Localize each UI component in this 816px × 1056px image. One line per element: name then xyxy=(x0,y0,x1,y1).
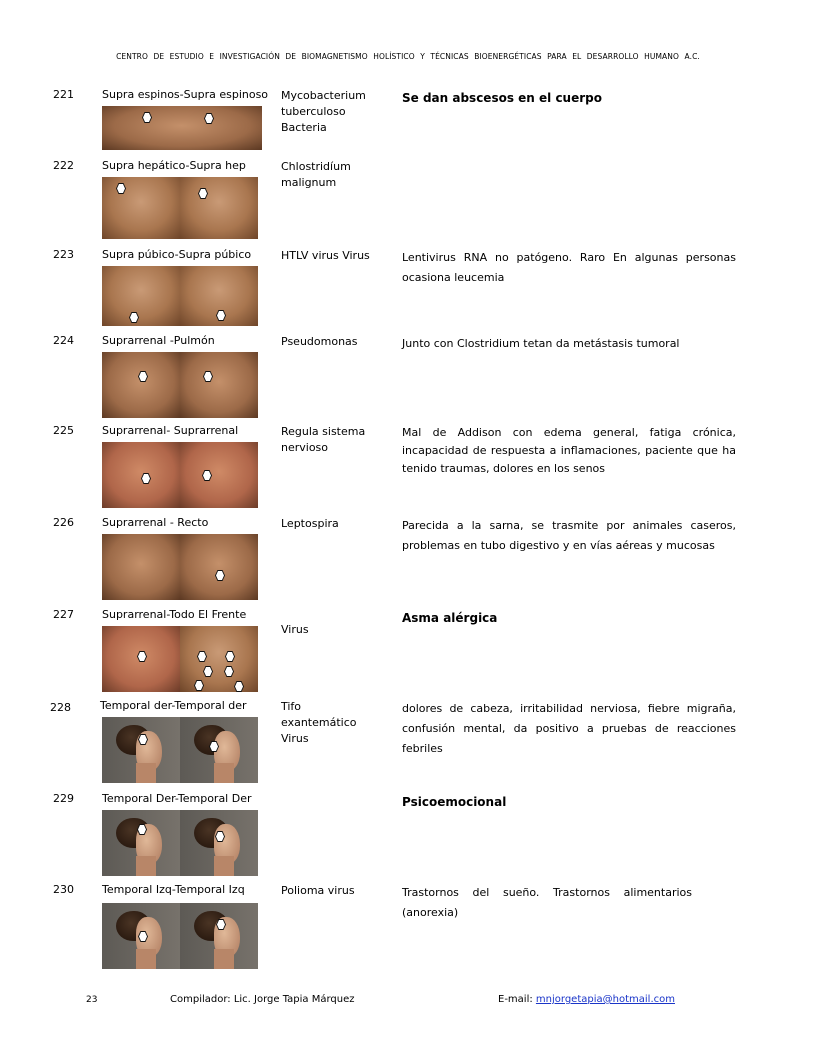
page-number: 23 xyxy=(86,995,98,1005)
pathogen: HTLV virus Virus xyxy=(281,249,370,262)
point-pair: Supra hepático-Supra hep xyxy=(102,159,246,172)
head-image xyxy=(102,717,262,783)
pathogen: Pseudomonas xyxy=(281,335,358,348)
compiler-credit: Compilador: Lic. Jorge Tapia Márquez xyxy=(170,994,355,1005)
point-pair: Temporal der-Temporal der xyxy=(100,699,247,712)
email-label: E-mail: xyxy=(498,994,533,1005)
entry-228 xyxy=(0,699,816,791)
entry-number: 224 xyxy=(53,334,74,347)
email-line xyxy=(498,994,675,1005)
entry-number: 229 xyxy=(53,792,74,805)
body-image xyxy=(102,626,262,692)
description: Trastornos del sueño. Trastornos alimentarios (anorexia) xyxy=(402,886,692,919)
entry-number: 223 xyxy=(53,248,74,261)
description: Lentivirus RNA no patógeno. Raro En algunas personas ocasiona leucemia xyxy=(402,251,736,284)
pathogen: Mycobacterium tuberculoso Bacteria xyxy=(281,89,366,134)
description: Junto con Clostridium tetan da metástasis tumoral xyxy=(402,337,680,350)
entry-number: 222 xyxy=(53,159,74,172)
description: Mal de Addison con edema general, fatiga crónica, incapacidad de respuesta a inflamaciones, paciente que ha tenido traumas, dolores en los senos xyxy=(402,426,736,475)
document-header: CENTRO DE ESTUDIO E INVESTIGACIÓN DE BIOMAGNETISMO HOLÍSTICO Y TÉCNICAS BIOENERGÉTICAS PARA EL DESARROLLO HUMANO A.C. xyxy=(116,52,700,61)
head-image xyxy=(102,810,262,876)
pathogen: Regula sistema nervioso xyxy=(281,425,366,454)
head-image xyxy=(102,903,262,969)
entry-number: 221 xyxy=(53,88,74,101)
entry-number: 225 xyxy=(53,424,74,437)
entry-222 xyxy=(0,159,816,251)
entry-226 xyxy=(0,516,816,608)
point-pair: Supra púbico-Supra púbico xyxy=(102,248,252,261)
body-image xyxy=(102,106,262,150)
pathogen: Polioma virus xyxy=(281,884,355,897)
description: dolores de cabeza, irritabilidad nerviosa, fiebre migraña, confusión mental, da positivo a pruebas de reacciones febriles xyxy=(402,702,736,755)
description: Asma alérgica xyxy=(402,611,498,625)
point-pair: Temporal Der-Temporal Der xyxy=(102,792,252,805)
entry-number: 227 xyxy=(53,608,74,621)
point-pair: Supra espinos-Supra espinoso xyxy=(102,88,269,101)
point-pair: Temporal Izq-Temporal Izq xyxy=(102,883,245,896)
entry-230 xyxy=(0,883,816,975)
entry-225 xyxy=(0,424,816,516)
entry-224 xyxy=(0,334,816,426)
point-pair: Suprarrenal-Todo El Frente xyxy=(102,608,247,621)
pathogen: Virus xyxy=(281,623,309,636)
description: Se dan abscesos en el cuerpo xyxy=(402,91,602,105)
entry-number: 226 xyxy=(53,516,74,529)
entry-number: 230 xyxy=(53,883,74,896)
description: Psicoemocional xyxy=(402,795,507,809)
body-image xyxy=(102,352,262,418)
point-pair: Suprarrenal- Suprarrenal xyxy=(102,424,239,437)
pathogen: Chlostridíum malignum xyxy=(281,160,351,189)
entry-number: 228 xyxy=(50,701,71,714)
body-image xyxy=(102,177,262,239)
body-image xyxy=(102,534,262,600)
point-pair: Suprarrenal -Pulmón xyxy=(102,334,215,347)
pathogen: Tifo exantemático Virus xyxy=(281,700,357,745)
pathogen: Leptospira xyxy=(281,517,339,530)
description: Parecida a la sarna, se trasmite por animales caseros, problemas en tubo digestivo y en vías aéreas y mucosas xyxy=(402,519,736,552)
body-image xyxy=(102,266,262,326)
body-image xyxy=(102,442,262,508)
email-link[interactable]: mnjorgetapia@hotmail.com xyxy=(535,994,675,1005)
point-pair: Suprarrenal - Recto xyxy=(102,516,209,529)
entry-227 xyxy=(0,608,816,700)
entry-229 xyxy=(0,792,816,884)
entry-223 xyxy=(0,248,816,340)
